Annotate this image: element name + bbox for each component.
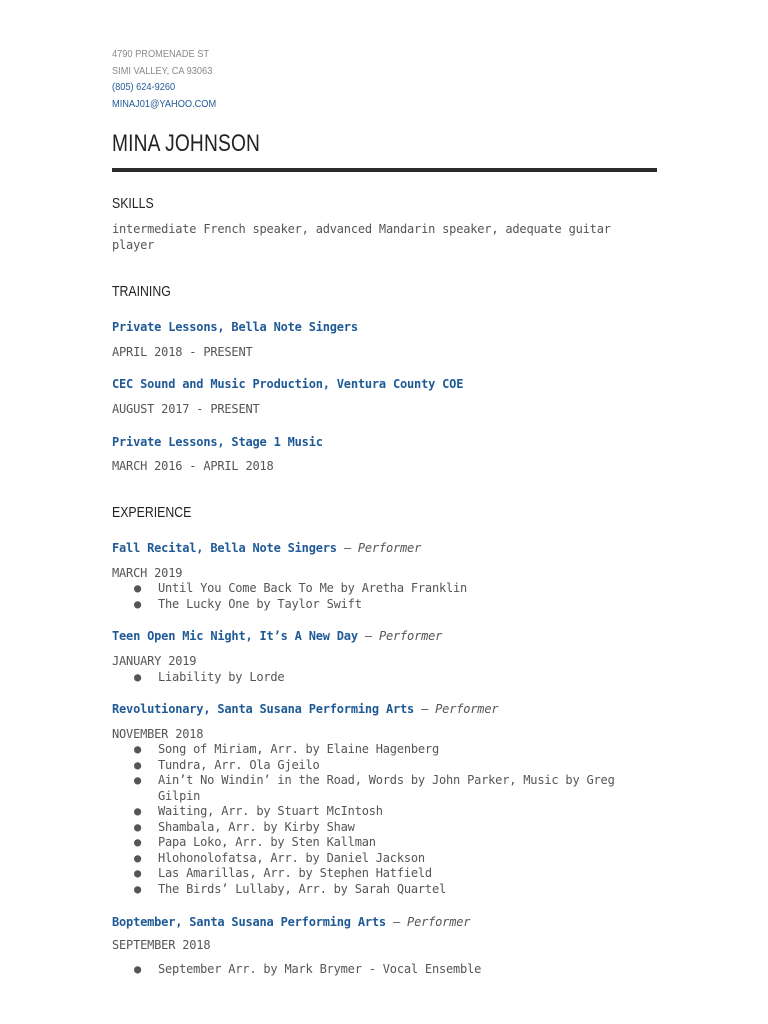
song-list [112, 742, 657, 897]
bullet-icon: ● [134, 866, 142, 880]
experience-date: JANUARY 2019 [112, 654, 197, 668]
phone-link[interactable]: (805) 624-9260 [112, 81, 176, 94]
list-item: ● Ain’t No Windin’ in the Road, Words by John Parker, Music by Greg Gilpin [134, 773, 615, 803]
bullet-icon: ● [134, 596, 142, 611]
bullet-icon: ● [134, 835, 142, 849]
email-link[interactable]: MINAJ01@YAHOO.COM [112, 98, 217, 111]
experience-event: Boptember, Santa Susana Performing Arts [112, 915, 386, 929]
experience-event: Fall Recital, Bella Note Singers [112, 541, 337, 555]
skills-text: intermediate French speaker, advanced Mandarin speaker, adequate guitar player [112, 222, 611, 252]
training-heading: TRAINING [112, 283, 171, 300]
experience-role: Performer [407, 915, 471, 929]
list-item: ● Shambala, Arr. by Kirby Shaw [134, 819, 355, 834]
bullet-icon: ● [134, 881, 142, 896]
list-item: ● Song of Miriam, Arr. by Elaine Hagenberg [134, 742, 439, 756]
training-entry-date: AUGUST 2017 - PRESENT [112, 402, 260, 416]
experience-date: SEPTEMBER 2018 [112, 938, 211, 952]
experience-heading: EXPERIENCE [112, 504, 192, 521]
title-separator: — [414, 702, 436, 716]
title-separator: — [385, 915, 408, 929]
training-entry-date: MARCH 2016 - APRIL 2018 [112, 459, 274, 473]
list-item: ● Until You Come Back To Me by Aretha Franklin [134, 581, 468, 595]
training-entry-title: Private Lessons, Bella Note Singers [112, 320, 358, 334]
list-item: ● Papa Loko, Arr. by Sten Kallman [134, 835, 376, 849]
experience-date: NOVEMBER 2018 [112, 727, 204, 741]
bullet-icon: ● [134, 819, 142, 834]
experience-entry-title [112, 702, 498, 716]
bullet-icon: ● [134, 670, 142, 684]
title-separator: — [357, 629, 379, 643]
list-item: ● Hlohonolofatsa, Arr. by Daniel Jackson [134, 850, 425, 865]
contact-block [112, 46, 216, 113]
bullet-icon: ● [134, 757, 142, 772]
bullet-icon: ● [134, 773, 142, 787]
list-item: ● Las Amarillas, Arr. by Stephen Hatfield [134, 866, 432, 880]
training-entry-date: APRIL 2018 - PRESENT [112, 345, 253, 359]
list-item: ● Waiting, Arr. by Stuart McIntosh [134, 804, 383, 818]
address-line-1: 4790 PROMENADE ST [112, 48, 210, 60]
song-list [112, 962, 657, 978]
experience-role: Performer [357, 541, 422, 555]
experience-entry-title [112, 541, 421, 555]
song-list [112, 581, 657, 612]
bullet-icon: ● [134, 850, 142, 865]
experience-date: MARCH 2019 [112, 566, 183, 580]
bullet-icon: ● [134, 962, 142, 976]
list-item: ● The Birds’ Lullaby, Arr. by Sarah Quartel [134, 881, 447, 896]
experience-event: Revolutionary, Santa Susana Performing Arts [112, 702, 415, 716]
header-divider [112, 168, 657, 172]
song-list [112, 670, 657, 686]
list-item: ● Liability by Lorde [134, 670, 285, 684]
address-line-2: SIMI VALLEY, CA 93063 [112, 64, 213, 77]
experience-entry-title [112, 915, 470, 929]
list-item: ● Tundra, Arr. Ola Gjeilo [134, 757, 320, 772]
experience-entry-title [112, 629, 442, 643]
applicant-name: MINA JOHNSON [112, 130, 261, 157]
skills-heading: SKILLS [112, 195, 154, 212]
bullet-icon: ● [134, 581, 142, 595]
bullet-icon: ● [134, 742, 142, 756]
training-entry-title: Private Lessons, Stage 1 Music [112, 435, 323, 449]
bullet-icon: ● [134, 804, 142, 818]
list-item: ● The Lucky One by Taylor Swift [134, 596, 362, 611]
title-separator: — [336, 541, 358, 555]
experience-event: Teen Open Mic Night, It’s A New Day [112, 629, 358, 643]
list-item: ● September Arr. by Mark Brymer - Vocal Ensemble [134, 962, 482, 976]
training-entry-title: CEC Sound and Music Production, Ventura County COE [112, 377, 464, 391]
experience-role: Performer [378, 629, 443, 643]
experience-role: Performer [435, 702, 499, 716]
